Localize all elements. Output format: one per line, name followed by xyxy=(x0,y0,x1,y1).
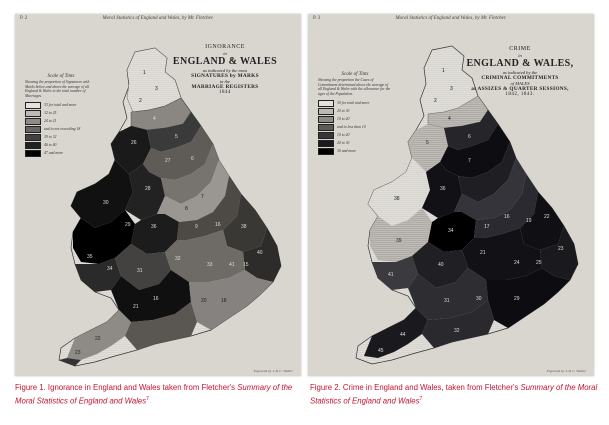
svg-text:4: 4 xyxy=(153,116,156,122)
figure2-legend-desc: Showing the proportion the Cases of Commitment determined above the average of all England & Wales with the allowance for the ages of the Population. xyxy=(318,78,391,97)
legend-swatch xyxy=(318,100,334,107)
figure1-title-line8: 1844 xyxy=(219,90,231,96)
figure1-legend-title: Scale of Tints xyxy=(47,74,75,79)
legend-label: 10 to 20 xyxy=(337,133,350,138)
figure1-caption xyxy=(15,383,305,407)
svg-text:19: 19 xyxy=(526,218,532,224)
svg-text:38: 38 xyxy=(394,196,400,202)
svg-text:31: 31 xyxy=(137,268,143,274)
legend-row xyxy=(25,142,97,149)
figure2-caption xyxy=(310,383,600,407)
svg-text:34: 34 xyxy=(448,228,454,234)
legend-row xyxy=(25,102,97,109)
svg-text:25: 25 xyxy=(536,260,542,266)
legend-row xyxy=(25,110,97,117)
svg-text:39: 39 xyxy=(396,238,402,244)
legend-swatch xyxy=(25,102,41,109)
svg-text:1: 1 xyxy=(143,70,146,76)
svg-text:21: 21 xyxy=(133,304,139,310)
figure2-legend xyxy=(318,72,392,156)
svg-text:3: 3 xyxy=(155,86,158,92)
figure1-title-line1: IGNORANCE xyxy=(205,44,245,50)
figure1-title-line7: MARRIAGE REGISTERS xyxy=(191,84,259,91)
legend-label: 46 to 40 xyxy=(44,143,57,148)
figure1-engraver-credit: Engraved by J. & C. Walker xyxy=(253,369,293,373)
svg-text:16: 16 xyxy=(504,214,510,220)
svg-text:23: 23 xyxy=(558,246,564,252)
figure1-title-line2: in xyxy=(223,50,227,56)
legend-label: 47 and more xyxy=(44,151,64,156)
svg-text:7: 7 xyxy=(201,194,204,200)
figure2-title-line6: of MALES xyxy=(510,81,530,87)
svg-text:7: 7 xyxy=(468,158,471,164)
legend-row xyxy=(25,150,97,157)
legend-label: 20 to 30 xyxy=(337,109,350,114)
figure1-caption-text: Figure 1. Ignorance in England and Wales taken from Fletcher's xyxy=(15,383,238,392)
svg-text:18: 18 xyxy=(221,298,227,304)
svg-text:36: 36 xyxy=(440,186,446,192)
svg-text:1: 1 xyxy=(442,68,445,74)
figure2-title-line7: at ASSIZES & QUARTER SESSIONS, xyxy=(471,86,569,93)
svg-text:27: 27 xyxy=(165,158,171,164)
figure1-legend-desc: Showing the proportion of Signatures with Marks below and above the average of all England & Wales to the total number of Marriages. xyxy=(25,80,90,99)
svg-text:24: 24 xyxy=(514,260,520,266)
figure1-caption-source: Summary of the Moral Statistics of England and Wales xyxy=(15,383,293,406)
figure1-page-marker: P. 2 xyxy=(20,16,28,21)
figure2-title-line1: CRIME xyxy=(509,46,531,52)
legend-row xyxy=(318,132,392,139)
figure2-caption-footnote: 7 xyxy=(419,395,423,402)
svg-text:33: 33 xyxy=(207,262,213,268)
legend-swatch xyxy=(318,148,334,155)
legend-label: 30 for total and more xyxy=(337,101,370,106)
legend-row xyxy=(318,100,392,107)
figure1-map-plate xyxy=(15,14,301,376)
legend-swatch xyxy=(25,142,41,149)
svg-text:16: 16 xyxy=(215,222,221,228)
svg-text:2: 2 xyxy=(139,98,142,104)
legend-row xyxy=(318,148,392,155)
legend-swatch xyxy=(25,126,41,133)
svg-text:6: 6 xyxy=(191,156,194,162)
legend-swatch xyxy=(318,132,334,139)
svg-text:21: 21 xyxy=(480,250,486,256)
legend-swatch xyxy=(318,140,334,147)
figure1-title-line4: as indicated by the most xyxy=(202,67,248,73)
svg-text:8: 8 xyxy=(185,206,188,212)
figure2-title-line4: as indicated by the xyxy=(502,69,538,75)
svg-text:23: 23 xyxy=(75,350,81,356)
figure2-title-line5: CRIMINAL COMMITMENTS xyxy=(481,74,559,81)
svg-text:29: 29 xyxy=(125,222,131,228)
figure2-caption-source: Summary of the Moral Statistics of England and Wales xyxy=(310,383,598,406)
legend-row xyxy=(318,116,392,123)
svg-text:4: 4 xyxy=(448,116,451,122)
figure1-map-title xyxy=(165,44,285,96)
svg-text:30: 30 xyxy=(103,200,109,206)
svg-text:22: 22 xyxy=(95,336,101,342)
legend-label: 10 to 20 xyxy=(337,117,350,122)
svg-text:22: 22 xyxy=(544,214,550,220)
svg-text:40: 40 xyxy=(438,262,444,268)
figure2-engraver-credit: Engraved by J. & C. Walker xyxy=(546,369,586,373)
svg-text:41: 41 xyxy=(229,262,235,268)
figure1-caption-footnote: 7 xyxy=(146,395,149,402)
legend-row xyxy=(25,118,97,125)
figure2-title-line3: ENGLAND & WALES, xyxy=(466,58,574,70)
svg-text:32: 32 xyxy=(175,256,181,262)
svg-text:3: 3 xyxy=(450,86,453,92)
svg-text:32: 32 xyxy=(454,328,460,334)
legend-swatch xyxy=(318,124,334,131)
svg-text:40: 40 xyxy=(257,250,263,256)
svg-text:41: 41 xyxy=(388,272,394,278)
legend-swatch xyxy=(25,118,41,125)
figure1-legend xyxy=(25,74,97,158)
svg-text:5: 5 xyxy=(175,134,178,140)
legend-label: and to not exceeding 18 xyxy=(44,127,81,132)
svg-text:16: 16 xyxy=(153,296,159,302)
legend-row xyxy=(318,124,392,131)
legend-label: 33 for total and more xyxy=(44,103,77,108)
svg-text:35: 35 xyxy=(87,254,93,260)
figure1-title-line5: SIGNATURES by MARKS xyxy=(191,72,259,79)
svg-text:29: 29 xyxy=(514,296,520,302)
svg-text:31: 31 xyxy=(444,298,450,304)
figure1-title-line6: in the xyxy=(219,79,231,85)
svg-text:9: 9 xyxy=(195,224,198,230)
figure2-title-line2: in xyxy=(518,52,522,58)
svg-text:5: 5 xyxy=(426,140,429,146)
svg-text:15: 15 xyxy=(243,262,249,268)
svg-text:36: 36 xyxy=(151,224,157,230)
figure2-map-plate xyxy=(308,14,594,376)
svg-text:26: 26 xyxy=(131,140,137,146)
figure2-caption-text: Figure 2. Crime in England and Wales, taken from Fletcher's xyxy=(310,383,521,392)
svg-text:28: 28 xyxy=(145,186,151,192)
legend-label: 32 to 25 xyxy=(44,111,57,116)
legend-label: 30 and more xyxy=(337,149,357,154)
svg-text:2: 2 xyxy=(434,98,437,104)
legend-swatch xyxy=(25,150,41,157)
figure2-map-title xyxy=(456,46,584,98)
svg-text:38: 38 xyxy=(241,224,247,230)
legend-label: and to less than 10 xyxy=(337,125,366,130)
legend-label: 20 to 30 xyxy=(337,141,350,146)
svg-text:45: 45 xyxy=(378,348,384,354)
legend-row xyxy=(25,126,97,133)
figure1-header: Moral Statistics of England and Wales, by Mr. Fletcher. xyxy=(102,16,214,21)
legend-row xyxy=(25,134,97,141)
svg-text:44: 44 xyxy=(400,332,406,338)
legend-swatch xyxy=(318,108,334,115)
svg-text:30: 30 xyxy=(476,296,482,302)
legend-row xyxy=(318,140,392,147)
legend-label: 39 to 32 xyxy=(44,135,57,140)
legend-swatch xyxy=(318,116,334,123)
figure2-page-marker: P. 3 xyxy=(313,16,321,21)
svg-text:34: 34 xyxy=(107,266,113,272)
legend-row xyxy=(318,108,392,115)
figure1-title-line3: ENGLAND & WALES xyxy=(172,56,278,68)
figure2-title-line8: 1842, 1843. xyxy=(505,92,535,98)
svg-text:17: 17 xyxy=(484,224,490,230)
legend-swatch xyxy=(25,134,41,141)
figure2-header: Moral Statistics of England and Wales, by Mr. Fletcher. xyxy=(395,16,507,21)
svg-text:6: 6 xyxy=(468,134,471,140)
figure2-legend-title: Scale of Tints xyxy=(341,72,369,77)
svg-text:20: 20 xyxy=(201,298,207,304)
legend-swatch xyxy=(25,110,41,117)
legend-label: 24 to 21 xyxy=(44,119,57,124)
